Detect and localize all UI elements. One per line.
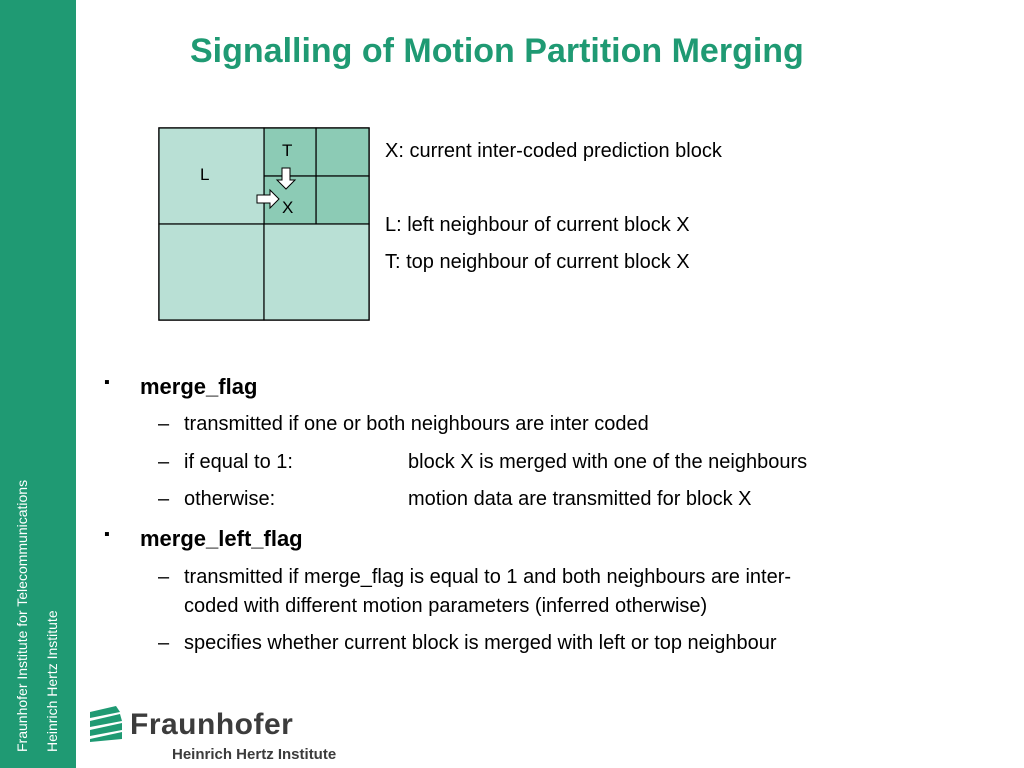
fraunhofer-logo-icon	[90, 706, 124, 742]
block-bottom-left	[159, 224, 264, 320]
fraunhofer-wordmark: Fraunhofer	[130, 708, 294, 741]
definition-x: X: current inter-coded prediction block	[385, 140, 722, 162]
sidebar-hhi-text: Heinrich Hertz Institute	[44, 610, 60, 752]
block-mid-right	[316, 176, 369, 224]
bullet-square-icon: ▪	[104, 526, 110, 543]
block-L	[159, 128, 264, 224]
definition-l: L: left neighbour of current block X	[385, 214, 690, 236]
sidebar	[0, 0, 76, 768]
bullet-square-icon: ▪	[104, 374, 110, 391]
block-bottom-right	[264, 224, 369, 320]
slide-title: Signalling of Motion Partition Merging	[190, 32, 804, 70]
label-X: X	[282, 198, 294, 217]
label-T: T	[282, 141, 293, 160]
sidebar-institute-text: Fraunhofer Institute for Telecommunications	[14, 479, 30, 752]
definition-t: T: top neighbour of current block X	[385, 251, 690, 273]
block-top-right	[316, 128, 369, 176]
partition-diagram	[158, 127, 372, 323]
label-L: L	[200, 165, 210, 184]
hhi-subtitle: Heinrich Hertz Institute	[172, 746, 337, 763]
